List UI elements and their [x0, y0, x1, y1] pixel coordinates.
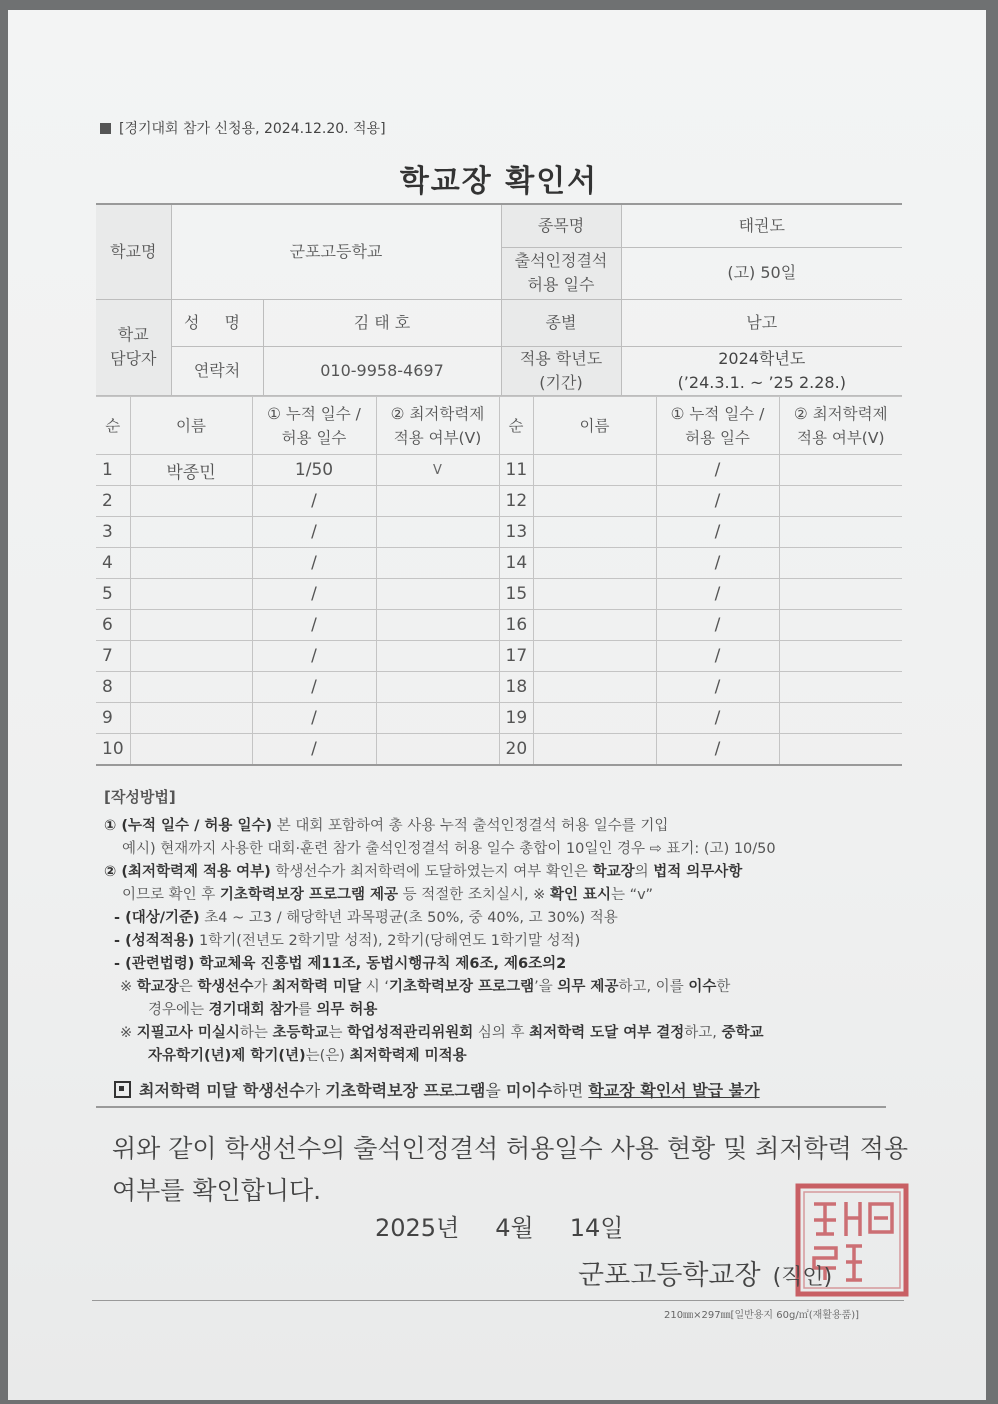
row-name-2 [533, 486, 656, 517]
table-row [96, 579, 902, 610]
header-name-2: 이름 [533, 397, 656, 455]
remark-2-line2-b: 는(은) [305, 1048, 350, 1064]
header-minimum-2-line2: 적용 여부(V) [796, 428, 885, 447]
remark-1 [104, 976, 904, 999]
row-check [376, 672, 499, 703]
row-name-2 [533, 734, 656, 766]
row-days: 1/50 [252, 455, 376, 486]
signer [578, 1253, 832, 1292]
row-check [376, 641, 499, 672]
date-year: 2025년 [375, 1214, 460, 1242]
row-check-2 [779, 641, 902, 672]
square-bullet-icon [100, 123, 111, 134]
row-days-2: / [656, 579, 779, 610]
note-d: 을 [485, 1081, 506, 1100]
row-days: / [252, 548, 376, 579]
sub-item-target-text: 초4 ~ 고3 / 해당학년 과목평균(초 50%, 중 40%, 고 30%) 적용 [199, 910, 618, 926]
row-days: / [252, 672, 376, 703]
instructions-heading: [작성방법] [104, 788, 176, 806]
header-name: 이름 [130, 397, 252, 455]
note-a: 최저학력 미달 학생선수 [139, 1081, 305, 1100]
row-days: / [252, 734, 376, 766]
row-days: / [252, 486, 376, 517]
remark-1-k: 하고, 이를 [618, 979, 689, 995]
row-no-2: 13 [499, 517, 533, 548]
warning-note [114, 1078, 760, 1101]
remark-1-e: 가 [253, 979, 273, 995]
table-row [96, 672, 902, 703]
row-name [130, 610, 252, 641]
instruction-2-line2 [104, 884, 904, 907]
table-row [96, 610, 902, 641]
remark-1-line2 [104, 999, 904, 1022]
row-check-2 [779, 486, 902, 517]
divider [96, 1106, 886, 1108]
row-check-2 [779, 703, 902, 734]
instruction-2-line2-c: 등 적절한 조치실시, ※ [398, 887, 550, 903]
instruction-2-bold-d: 법적 의무사항 [653, 864, 743, 880]
remark-2-j: 중학교 [721, 1025, 764, 1041]
school-label: 학교명 [96, 204, 171, 299]
row-check-2 [779, 610, 902, 641]
note-g: 학교장 확인서 발급 불가 [588, 1081, 760, 1100]
header-days-2-line2: 허용 일수 [685, 428, 750, 447]
row-no: 2 [96, 486, 130, 517]
header-minimum-2-line1: ② 최저학력제 [793, 404, 888, 423]
name-value: 김 태 호 [263, 299, 501, 346]
remark-2-d: 초등학교 [272, 1025, 329, 1041]
sub-item-law-bold: - (관련법령) 학교체육 진흥법 제11조, 동법시행규칙 제6조, 제6조의2 [114, 956, 567, 972]
gender-value: 남고 [621, 299, 902, 346]
header-note-text: [경기대회 참가 신청용, 2024.12.20. 적용] [119, 121, 386, 137]
name-label: 성 명 [171, 299, 263, 346]
remark-1-g: 시 ‘ [361, 979, 390, 995]
year-value-line1: 2024학년도 [718, 348, 806, 368]
row-check [376, 703, 499, 734]
gender-label: 종별 [501, 299, 621, 346]
remark-2-c: 하는 [239, 1025, 273, 1041]
sub-item-grades [104, 930, 904, 953]
row-no: 7 [96, 641, 130, 672]
row-no-2: 11 [499, 455, 533, 486]
instruction-1-bold: ① (누적 일수 / 허용 일수) [104, 818, 273, 834]
remark-1-line2-a: 경우에는 [148, 1002, 209, 1018]
row-name-2 [533, 610, 656, 641]
year-label [501, 346, 621, 395]
row-name: 박종민 [130, 455, 252, 486]
row-name-2 [533, 703, 656, 734]
remark-2-h: 최저학력 도달 여부 결정 [529, 1025, 685, 1041]
row-no-2: 15 [499, 579, 533, 610]
row-check [376, 517, 499, 548]
row-check: V [376, 455, 499, 486]
sub-item-grades-text: 1학기(전년도 2학기말 성적), 2학기(당해연도 1학기말 성적) [194, 933, 581, 949]
row-check-2 [779, 517, 902, 548]
sub-item-target [104, 907, 904, 930]
remark-2-b: 지필고사 미실시 [136, 1025, 240, 1041]
row-check-2 [779, 672, 902, 703]
remark-2-g: 심의 후 [473, 1025, 530, 1041]
remark-2-i: 하고, [684, 1025, 722, 1041]
instruction-1-text: 본 대회 포함하여 총 사용 누적 출석인정결석 허용 일수를 기입 [272, 818, 669, 834]
remark-1-f: 최저학력 미달 [272, 979, 362, 995]
row-days-2: / [656, 610, 779, 641]
remark-2-e: 는 [328, 1025, 348, 1041]
instruction-2-line2-e: 는 “v” [611, 887, 653, 903]
row-days: / [252, 579, 376, 610]
instruction-2-text-c: 의 [634, 864, 654, 880]
signer-name: 군포고등학교장 [578, 1260, 761, 1291]
seal-label: (직인) [772, 1265, 833, 1290]
instruction-2-line2-d: 확인 표시 [549, 887, 612, 903]
row-name-2 [533, 517, 656, 548]
allowed-days-value: (고) 50일 [621, 247, 902, 299]
paper-spec-footnote: 210㎜×297㎜[일반용지 60g/㎡(재활용품)] [664, 1310, 860, 1321]
school-value: 군포고등학교 [171, 204, 501, 299]
row-days-2: / [656, 734, 779, 766]
row-no: 10 [96, 734, 130, 766]
row-check-2 [779, 548, 902, 579]
sub-item-law [104, 953, 904, 976]
table-row [96, 703, 902, 734]
row-name-2 [533, 548, 656, 579]
remark-1-a: ※ [120, 979, 137, 995]
row-check [376, 486, 499, 517]
row-no: 5 [96, 579, 130, 610]
row-name [130, 641, 252, 672]
allowed-label-line2: 허용 일수 [527, 275, 595, 294]
row-days: / [252, 610, 376, 641]
header-minimum-line1: ② 최저학력제 [390, 404, 485, 423]
date-month: 4월 [495, 1214, 534, 1242]
row-days-2: / [656, 672, 779, 703]
remark-2-f: 학업성적관리위원회 [347, 1025, 474, 1041]
instruction-1 [104, 815, 904, 838]
date-day: 14일 [569, 1214, 624, 1242]
row-no-2: 16 [499, 610, 533, 641]
note-c: 기초학력보장 프로그램 [325, 1081, 486, 1100]
row-name [130, 703, 252, 734]
remark-1-line2-b: 경기대회 참가 [208, 1002, 298, 1018]
instruction-2-text-a: 학생선수가 최저학력에 도달하였는지 여부 확인은 [270, 864, 593, 880]
row-name [130, 734, 252, 766]
sub-item-target-bold: - (대상/기준) [114, 910, 200, 926]
row-check-2 [779, 455, 902, 486]
info-table [96, 203, 902, 396]
row-days-2: / [656, 517, 779, 548]
note-b: 가 [304, 1081, 326, 1100]
row-name-2 [533, 455, 656, 486]
sport-label: 종목명 [501, 204, 621, 247]
remark-2-line2 [104, 1045, 904, 1068]
remark-2-line2-c: 최저학력제 미적용 [349, 1048, 467, 1064]
row-days-2: / [656, 548, 779, 579]
table-row [96, 548, 902, 579]
row-name-2 [533, 641, 656, 672]
row-no: 3 [96, 517, 130, 548]
remark-1-b: 학교장 [136, 979, 179, 995]
row-check [376, 548, 499, 579]
year-value [621, 346, 902, 395]
remark-1-line2-c: 를 [297, 1002, 317, 1018]
checkbox-bullet-icon [114, 1081, 131, 1098]
contact-value: 010-9958-4697 [263, 346, 501, 395]
row-no: 1 [96, 455, 130, 486]
manager-label-line1: 학교 [117, 325, 149, 344]
row-check-2 [779, 579, 902, 610]
row-check [376, 734, 499, 766]
row-no-2: 20 [499, 734, 533, 766]
row-no-2: 14 [499, 548, 533, 579]
sub-item-grades-bold: - (성적적용) [114, 933, 195, 949]
instruction-1-example: 예시) 현재까지 사용한 대회·훈련 참가 출석인정결석 허용 일수 총합이 10일인 경우 ⇨ 표기: (고) 10/50 [122, 841, 776, 857]
allowed-label-line1: 출석인정결석 [514, 251, 608, 270]
note-e: 미이수 [505, 1081, 553, 1100]
instruction-2 [104, 861, 904, 884]
row-name [130, 517, 252, 548]
remark-2-a: ※ [120, 1025, 137, 1041]
row-no-2: 19 [499, 703, 533, 734]
bottom-divider [92, 1300, 904, 1301]
header-days [252, 397, 376, 455]
roster-header-row [96, 397, 902, 455]
row-days: / [252, 517, 376, 548]
row-days-2: / [656, 641, 779, 672]
remark-1-h: 기초학력보장 프로그램 [389, 979, 535, 995]
row-name [130, 579, 252, 610]
row-days-2: / [656, 486, 779, 517]
remark-1-l: 이수 [688, 979, 717, 995]
header-days-line1: ① 누적 일수 / [267, 404, 361, 423]
remark-1-i: ’을 [534, 979, 558, 995]
row-no: 9 [96, 703, 130, 734]
instruction-2-bold: ② (최저학력제 적용 여부) [104, 864, 271, 880]
header-minimum-2 [779, 397, 902, 455]
instructions [104, 786, 904, 1068]
row-no-2: 17 [499, 641, 533, 672]
sport-value: 태권도 [621, 204, 902, 247]
header-note [100, 118, 386, 138]
table-row [96, 734, 902, 766]
issue-date [375, 1208, 659, 1243]
header-no: 순 [96, 397, 130, 455]
row-no-2: 12 [499, 486, 533, 517]
row-no: 6 [96, 610, 130, 641]
roster-table [96, 396, 902, 766]
row-name [130, 548, 252, 579]
header-minimum [376, 397, 499, 455]
row-days: / [252, 641, 376, 672]
note-f: 하면 [552, 1081, 589, 1100]
instruction-2-bold-b: 학교장 [592, 864, 635, 880]
row-no: 4 [96, 548, 130, 579]
row-check-2 [779, 734, 902, 766]
allowed-days-label [501, 247, 621, 299]
remark-1-c: 은 [178, 979, 198, 995]
remark-1-line2-d: 의무 허용 [316, 1002, 378, 1018]
row-days-2: / [656, 703, 779, 734]
row-no: 8 [96, 672, 130, 703]
header-no-2: 순 [499, 397, 533, 455]
manager-label [96, 299, 171, 395]
row-check [376, 610, 499, 641]
remark-2 [104, 1022, 904, 1045]
row-check [376, 579, 499, 610]
header-days-2 [656, 397, 779, 455]
remark-2-line2-a: 자유학기(년)제 학기(년) [148, 1048, 306, 1064]
table-row [96, 641, 902, 672]
header-days-2-line1: ① 누적 일수 / [670, 404, 765, 423]
row-name [130, 672, 252, 703]
row-name-2 [533, 579, 656, 610]
table-row [96, 517, 902, 548]
year-label-line1: 적용 학년도 [519, 348, 603, 368]
manager-label-line2: 담당자 [110, 349, 157, 368]
instruction-2-line2-a: 이므로 확인 후 [122, 887, 220, 903]
row-days-2: / [656, 455, 779, 486]
year-value-line2: (’24.3.1. ~ ’25 2.28.) [677, 372, 846, 392]
year-label-line2: (기간) [539, 372, 583, 392]
table-row [96, 486, 902, 517]
row-name-2 [533, 672, 656, 703]
remark-1-m: 한 [716, 979, 731, 995]
remark-1-j: 의무 제공 [557, 979, 619, 995]
document-title: 학교장 확인서 [399, 164, 599, 199]
instruction-2-line2-b: 기초학력보장 프로그램 제공 [219, 887, 399, 903]
contact-label: 연락처 [171, 346, 263, 395]
table-row [96, 455, 902, 486]
confirmation-statement: 위와 같이 학생선수의 출석인정결석 허용일수 사용 현황 및 최저학력 적용 여부를 확인합니다. [112, 1134, 909, 1205]
row-no-2: 18 [499, 672, 533, 703]
header-days-line2: 허용 일수 [281, 428, 347, 447]
remark-1-d: 학생선수 [197, 979, 254, 995]
row-name [130, 486, 252, 517]
header-minimum-line2: 적용 여부(V) [393, 428, 482, 447]
row-days: / [252, 703, 376, 734]
